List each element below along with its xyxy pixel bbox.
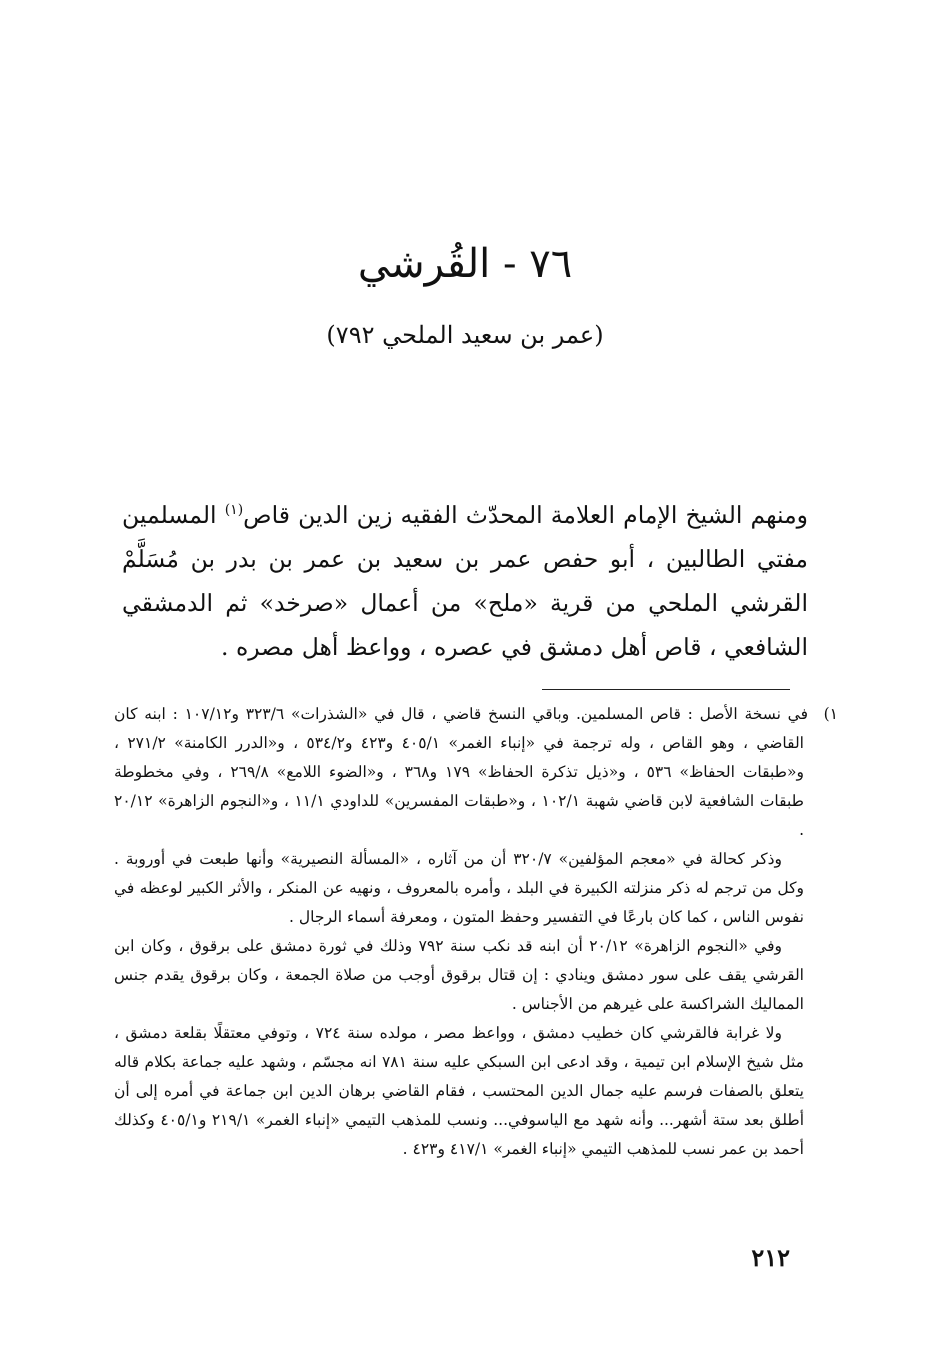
footnote-paragraph: وذكر كحالة في «معجم المؤلفين» ٣٢٠/٧ أن من آثاره ، «المسألة النصيرية» وأنها طبعت في أوروبة . وكل من ترجم له ذكر منزلته الكبيرة في البلد ، وأمره بالمعروف ، ونهيه عن المنكر ، والأثر الكبير لوعظه في نفوس الناس ، كما كان بارعًا في التفسير وحفظ المتون ، ومعرفة أسماء الرجال . xyxy=(114,850,804,926)
footnote-separator xyxy=(542,689,790,690)
main-text-part-1: ومنهم الشيخ الإمام العلامة المحدّث الفقيه زين الدين قاص xyxy=(243,501,809,529)
entry-subtitle: (عمر بن سعيد الملحي ٧٩٢) xyxy=(326,321,604,349)
footnote-paragraph: ولا غرابة فالقرشي كان خطيب دمشق ، وواعظ مصر ، مولده سنة ٧٢٤ ، وتوفي معتقلًا بقلعة دمشق ، مثل شيخ الإسلام ابن تيمية ، وقد ادعى ابن السبكي عليه سنة ٧٨١ انه مجسّم ، وشهد عليه جماعة بكلام قاله يتعلق بالصفات فرسم عليه جمال الدين المحتسب ، فقام القاضي برهان الدين ابن جماعة في أمره إلى أن أطلق بعد ستة أشهر... وأنه شهد مع الياسوفي... ونسب للمذهب التيمي «إنباء الغمر» ٢١٩/١ و٤٠٥/١ وكذلك أحمد بن عمر نسب للمذهب التيمي «إنباء الغمر» ٤١٧/١ و٤٢٣ . xyxy=(114,1024,804,1158)
footnotes xyxy=(114,700,838,1164)
entry-title: ٧٦ - القُرشي xyxy=(357,241,573,287)
main-text-part-2: المسلمين مفتي الطالبين ، أبو حفص عمر بن سعيد بن عمر بن بدر بن مُسَلَّمْ القرشي الملحي من قرية «ملح» من أعمال «صرخد» ثم الدمشقي الشافعي ، قاص أهل دمشق في عصره ، وواعظ أهل مصره . xyxy=(122,501,808,661)
footnote-paragraph: وفي «النجوم الزاهرة» ٢٠/١٢ أن ابنه قد نكب سنة ٧٩٢ وذلك في ثورة دمشق على برقوق ، وكان ابن القرشي يقف على سور دمشق وينادي : إن قتال برقوق أوجب من صلاة الجمعة ، وكان برقوق يقدم جنس المماليك الشراكسة على غيرهم من الأجناس . xyxy=(114,937,804,1013)
main-paragraph xyxy=(122,493,808,669)
page-number: ٢١٢ xyxy=(751,1243,790,1272)
footnote-text: في نسخة الأصل : قاص المسلمين. وباقي النسخ قاضي ، قال في «الشذرات» ٣٢٣/٦ و١٠٧/١٢ : ابنه كان القاضي ، وهو القاص ، وله ترجمة في «إنباء الغمر» ٤٠٥/١ و٤٢٣ و٥٣٤/٢ ، و«الدرر الكامنة» ٢٧١/٢ ، و«طبقات الحفاظ» ٥٣٦ ، و«ذيل تذكرة الحفاظ» ١٧٩ و٣٦٨ ، و«الضوء اللامع» ٢٦٩/٨ ، وفي مخطوطة طبقات الشافعية لابن قاضي شهبة ١٠٢/١ ، و«طبقات المفسرين» للداودي ١١/١ ، و«النجوم الزاهرة» ٢٠/١٢ . xyxy=(114,705,808,839)
footnote-paragraph xyxy=(114,700,838,845)
footnote-marker: ١) xyxy=(823,705,838,723)
footnote-reference: (١) xyxy=(224,502,244,519)
